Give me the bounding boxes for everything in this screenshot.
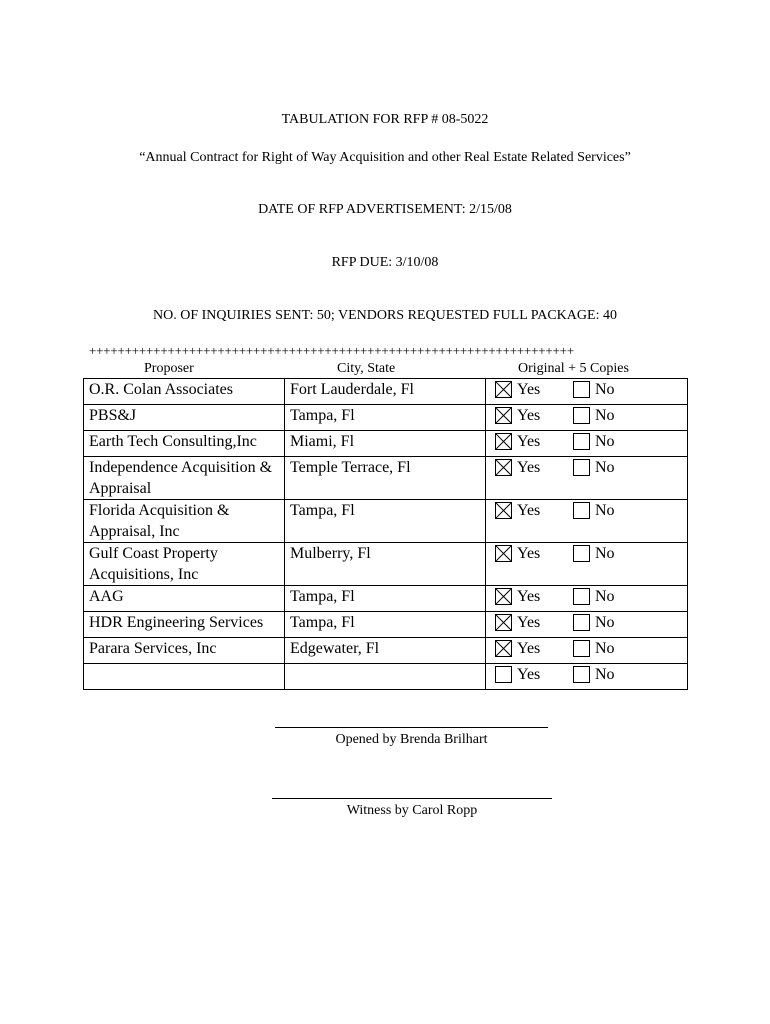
table-row (84, 543, 688, 586)
no-label: No (595, 545, 615, 562)
proposer-cell: Gulf Coast Property Acquisitions, Inc (84, 543, 285, 586)
no-option[interactable] (573, 405, 615, 426)
yes-option[interactable] (495, 586, 573, 607)
yes-option[interactable] (495, 457, 573, 478)
yes-option[interactable] (495, 405, 573, 426)
advertisement-date: DATE OF RFP ADVERTISEMENT: 2/15/08 (258, 202, 512, 217)
no-option[interactable] (573, 612, 615, 633)
no-label: No (595, 502, 615, 519)
copies-cell (486, 405, 688, 431)
copies-cell (486, 664, 688, 690)
copies-cell (486, 543, 688, 586)
yes-option[interactable] (495, 379, 573, 400)
no-checkbox[interactable] (573, 588, 590, 605)
no-label: No (595, 433, 615, 450)
signature-line-witness (272, 798, 552, 799)
document-title: TABULATION FOR RFP # 08-5022 (281, 112, 489, 127)
table-row (84, 500, 688, 543)
no-checkbox[interactable] (573, 640, 590, 657)
column-header-proposer: Proposer (144, 361, 194, 376)
proposer-cell: O.R. Colan Associates (84, 379, 285, 405)
copies-cell (486, 500, 688, 543)
no-option[interactable] (573, 638, 615, 659)
yes-checkbox[interactable] (495, 502, 512, 519)
table-row (84, 586, 688, 612)
no-label: No (595, 666, 615, 683)
copies-cell (486, 638, 688, 664)
no-checkbox[interactable] (573, 545, 590, 562)
yes-label: Yes (517, 640, 541, 657)
document-subtitle: “Annual Contract for Right of Way Acquisition and other Real Estate Related Services” (139, 150, 631, 165)
table-row (84, 457, 688, 500)
yes-label: Yes (517, 614, 541, 631)
proposals-table (83, 378, 688, 690)
city-cell: Tampa, Fl (285, 405, 486, 431)
yes-checkbox[interactable] (495, 666, 512, 683)
city-cell: Miami, Fl (285, 431, 486, 457)
table-row (84, 431, 688, 457)
copies-cell (486, 379, 688, 405)
proposer-cell: Florida Acquisition & Appraisal, Inc (84, 500, 285, 543)
proposer-cell (84, 664, 285, 690)
signature-line-opened (275, 727, 548, 728)
yes-option[interactable] (495, 664, 573, 685)
no-option[interactable] (573, 431, 615, 452)
yes-label: Yes (517, 502, 541, 519)
proposer-cell: Earth Tech Consulting,Inc (84, 431, 285, 457)
yes-label: Yes (517, 588, 541, 605)
yes-label: Yes (517, 381, 541, 398)
yes-label: Yes (517, 459, 541, 476)
no-option[interactable] (573, 543, 615, 564)
table-row (84, 379, 688, 405)
separator-line: ++++++++++++++++++++++++++++++++++++++++++++++++++++++++++++++++++++ (89, 343, 574, 358)
no-label: No (595, 407, 615, 424)
yes-option[interactable] (495, 543, 573, 564)
city-cell: Tampa, Fl (285, 586, 486, 612)
yes-option[interactable] (495, 500, 573, 521)
no-checkbox[interactable] (573, 381, 590, 398)
copies-cell (486, 457, 688, 500)
yes-checkbox[interactable] (495, 545, 512, 562)
proposer-cell: AAG (84, 586, 285, 612)
no-option[interactable] (573, 586, 615, 607)
no-label: No (595, 459, 615, 476)
city-cell (285, 664, 486, 690)
signature-opened: Opened by Brenda Brilhart (335, 732, 488, 747)
city-cell: Temple Terrace, Fl (285, 457, 486, 500)
no-checkbox[interactable] (573, 614, 590, 631)
no-label: No (595, 640, 615, 657)
city-cell: Tampa, Fl (285, 500, 486, 543)
no-option[interactable] (573, 379, 615, 400)
column-header-city: City, State (337, 361, 396, 376)
no-label: No (595, 381, 615, 398)
column-header-copies: Original + 5 Copies (518, 361, 629, 376)
yes-checkbox[interactable] (495, 588, 512, 605)
table-row (84, 405, 688, 431)
no-label: No (595, 614, 615, 631)
no-option[interactable] (573, 500, 615, 521)
city-cell: Fort Lauderdale, Fl (285, 379, 486, 405)
city-cell: Edgewater, Fl (285, 638, 486, 664)
yes-option[interactable] (495, 431, 573, 452)
proposer-cell: PBS&J (84, 405, 285, 431)
copies-cell (486, 431, 688, 457)
proposer-cell: HDR Engineering Services (84, 612, 285, 638)
inquiries-summary: NO. OF INQUIRIES SENT: 50; VENDORS REQUESTED FULL PACKAGE: 40 (153, 308, 617, 323)
yes-label: Yes (517, 666, 541, 683)
no-checkbox[interactable] (573, 433, 590, 450)
yes-label: Yes (517, 433, 541, 450)
signature-witness: Witness by Carol Ropp (346, 803, 478, 818)
table-row (84, 612, 688, 638)
yes-checkbox[interactable] (495, 433, 512, 450)
city-cell: Tampa, Fl (285, 612, 486, 638)
yes-checkbox[interactable] (495, 381, 512, 398)
city-cell: Mulberry, Fl (285, 543, 486, 586)
yes-label: Yes (517, 545, 541, 562)
no-option[interactable] (573, 664, 615, 685)
yes-option[interactable] (495, 638, 573, 659)
yes-checkbox[interactable] (495, 640, 512, 657)
yes-checkbox[interactable] (495, 407, 512, 424)
no-checkbox[interactable] (573, 502, 590, 519)
no-checkbox[interactable] (573, 407, 590, 424)
copies-cell (486, 586, 688, 612)
yes-checkbox[interactable] (495, 614, 512, 631)
proposer-cell: Independence Acquisition & Appraisal (84, 457, 285, 500)
no-checkbox[interactable] (573, 666, 590, 683)
no-checkbox[interactable] (573, 459, 590, 476)
table-row (84, 664, 688, 690)
yes-option[interactable] (495, 612, 573, 633)
table-row (84, 638, 688, 664)
no-option[interactable] (573, 457, 615, 478)
yes-label: Yes (517, 407, 541, 424)
proposer-cell: Parara Services, Inc (84, 638, 285, 664)
copies-cell (486, 612, 688, 638)
no-label: No (595, 588, 615, 605)
rfp-due-date: RFP DUE: 3/10/08 (331, 255, 439, 270)
yes-checkbox[interactable] (495, 459, 512, 476)
